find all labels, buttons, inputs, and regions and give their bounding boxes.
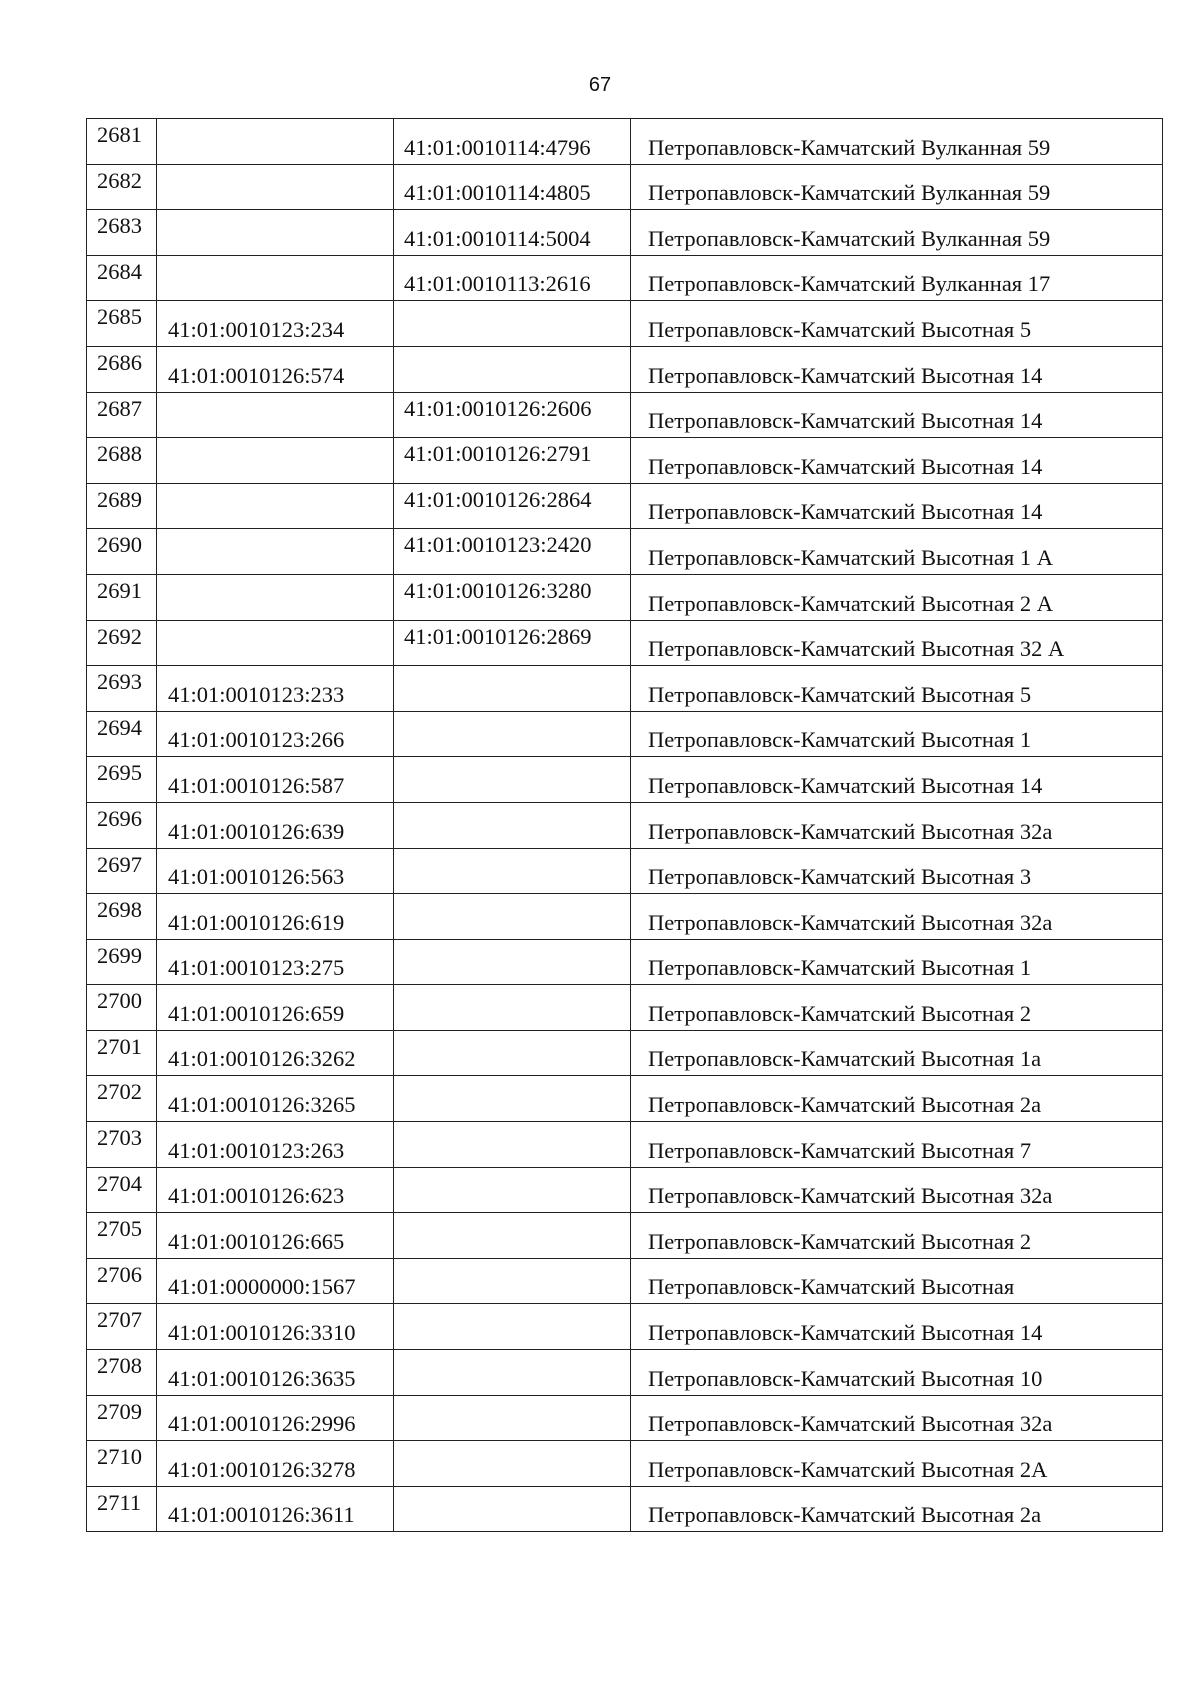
cadastral-number-b: 41:01:0010114:4805 <box>404 180 591 206</box>
table-row <box>87 1441 1163 1487</box>
cadastral-number-b-cell <box>394 119 631 165</box>
address-cell <box>631 1213 1163 1259</box>
address-text: Петропавловск-Камчатский Высотная 14 <box>648 408 1043 434</box>
row-number: 2697 <box>97 851 142 877</box>
address-text: Петропавловск-Камчатский Высотная 32а <box>648 909 1053 935</box>
cadastral-number-b-cell <box>394 164 631 210</box>
cadastral-number-b-cell <box>394 210 631 256</box>
cadastral-number-b-cell <box>394 666 631 712</box>
address-cell <box>631 301 1163 347</box>
table-row <box>87 802 1163 848</box>
row-number: 2691 <box>97 577 142 603</box>
cadastral-number-a: 41:01:0010126:639 <box>168 818 345 844</box>
cadastral-number-a-cell <box>157 574 394 620</box>
row-number-cell <box>87 802 157 848</box>
address-text: Петропавловск-Камчатский Высотная 14 <box>648 453 1043 479</box>
cadastral-number-a-cell <box>157 894 394 940</box>
address-text: Петропавловск-Камчатский Высотная 14 <box>648 772 1043 798</box>
row-number: 2710 <box>97 1444 142 1470</box>
address-cell <box>631 1441 1163 1487</box>
row-number-cell <box>87 529 157 575</box>
cadastral-number-a: 41:01:0000000:1567 <box>168 1274 356 1300</box>
cadastral-number-a-cell <box>157 802 394 848</box>
cadastral-number-a-cell <box>157 1076 394 1122</box>
cadastral-number-b-cell <box>394 1350 631 1396</box>
address-cell <box>631 164 1163 210</box>
cadastral-number-a-cell <box>157 119 394 165</box>
cadastral-number-a-cell <box>157 164 394 210</box>
cadastral-number-a-cell <box>157 1213 394 1259</box>
cadastral-number-b-cell <box>394 1076 631 1122</box>
cadastral-number-a: 41:01:0010126:619 <box>168 909 345 935</box>
address-text: Петропавловск-Камчатский Высотная 5 <box>648 316 1032 342</box>
cadastral-number-a: 41:01:0010126:659 <box>168 1000 345 1026</box>
address-text: Петропавловск-Камчатский Высотная 2А <box>648 1456 1048 1482</box>
row-number: 2705 <box>97 1216 142 1242</box>
cadastral-number-b: 41:01:0010126:2864 <box>404 486 592 512</box>
cadastral-number-a: 41:01:0010126:3635 <box>168 1365 356 1391</box>
row-number: 2708 <box>97 1353 142 1379</box>
row-number: 2694 <box>97 714 142 740</box>
table-row <box>87 438 1163 484</box>
address-text: Петропавловск-Камчатский Высотная 32а <box>648 1183 1053 1209</box>
cadastral-number-a: 41:01:0010123:266 <box>168 727 345 753</box>
cadastral-number-a-cell <box>157 1030 394 1076</box>
cadastral-number-b-cell <box>394 483 631 529</box>
address-cell <box>631 574 1163 620</box>
table-row <box>87 1122 1163 1168</box>
address-cell <box>631 1122 1163 1168</box>
table-row <box>87 1213 1163 1259</box>
address-cell <box>631 620 1163 666</box>
cadastral-number-b-cell <box>394 1167 631 1213</box>
cadastral-number-a: 41:01:0010126:587 <box>168 772 345 798</box>
address-cell <box>631 894 1163 940</box>
row-number: 2696 <box>97 805 142 831</box>
row-number: 2689 <box>97 486 142 512</box>
cadastral-number-a-cell <box>157 210 394 256</box>
address-text: Петропавловск-Камчатский Высотная 32 А <box>648 636 1065 662</box>
cadastral-number-a-cell <box>157 255 394 301</box>
row-number-cell <box>87 985 157 1031</box>
table-row <box>87 301 1163 347</box>
row-number-cell <box>87 848 157 894</box>
cadastral-number-a: 41:01:0010126:3265 <box>168 1092 356 1118</box>
row-number: 2707 <box>97 1307 142 1333</box>
table-row <box>87 1350 1163 1396</box>
address-text: Петропавловск-Камчатский Высотная 32а <box>648 1411 1053 1437</box>
row-number: 2687 <box>97 395 142 421</box>
cadastral-number-b-cell <box>394 574 631 620</box>
table-row <box>87 939 1163 985</box>
row-number-cell <box>87 301 157 347</box>
address-cell <box>631 1167 1163 1213</box>
cadastral-number-a: 41:01:0010126:3278 <box>168 1456 356 1482</box>
row-number-cell <box>87 1350 157 1396</box>
table-row <box>87 255 1163 301</box>
table-row <box>87 666 1163 712</box>
table-row <box>87 392 1163 438</box>
cadastral-number-b-cell <box>394 894 631 940</box>
cadastral-number-b-cell <box>394 1258 631 1304</box>
table-row <box>87 1076 1163 1122</box>
address-text: Петропавловск-Камчатский Высотная 14 <box>648 1320 1043 1346</box>
cadastral-number-a: 41:01:0010126:563 <box>168 864 345 890</box>
cadastral-number-a-cell <box>157 1258 394 1304</box>
row-number: 2704 <box>97 1170 142 1196</box>
table-row <box>87 1486 1163 1532</box>
cadastral-number-b-cell <box>394 1030 631 1076</box>
cadastral-number-b: 41:01:0010126:2869 <box>404 623 592 649</box>
cadastral-number-b-cell <box>394 711 631 757</box>
address-cell <box>631 1030 1163 1076</box>
cadastral-number-b-cell <box>394 1304 631 1350</box>
table-row <box>87 529 1163 575</box>
cadastral-number-a-cell <box>157 757 394 803</box>
registry-table-body <box>87 119 1163 1532</box>
row-number-cell <box>87 1030 157 1076</box>
row-number-cell <box>87 1122 157 1168</box>
cadastral-number-a-cell <box>157 529 394 575</box>
row-number: 2698 <box>97 897 142 923</box>
row-number: 2711 <box>97 1489 142 1515</box>
row-number-cell <box>87 757 157 803</box>
row-number: 2686 <box>97 349 142 375</box>
row-number-cell <box>87 939 157 985</box>
table-row <box>87 894 1163 940</box>
row-number-cell <box>87 438 157 484</box>
cadastral-number-b-cell <box>394 1395 631 1441</box>
cadastral-number-a: 41:01:0010126:3262 <box>168 1046 356 1072</box>
address-cell <box>631 1350 1163 1396</box>
cadastral-number-a: 41:01:0010126:665 <box>168 1228 345 1254</box>
cadastral-number-b-cell <box>394 939 631 985</box>
cadastral-number-b: 41:01:0010126:2606 <box>404 395 592 421</box>
cadastral-number-a: 41:01:0010126:623 <box>168 1183 345 1209</box>
row-number-cell <box>87 666 157 712</box>
cadastral-number-b-cell <box>394 255 631 301</box>
cadastral-number-a: 41:01:0010123:234 <box>168 316 345 342</box>
cadastral-number-b: 41:01:0010126:3280 <box>404 577 592 603</box>
row-number: 2688 <box>97 441 142 467</box>
cadastral-number-a: 41:01:0010123:275 <box>168 955 345 981</box>
address-text: Петропавловск-Камчатский Вулканная 59 <box>648 225 1051 251</box>
table-row <box>87 711 1163 757</box>
row-number: 2700 <box>97 988 142 1014</box>
table-row <box>87 1304 1163 1350</box>
cadastral-number-b-cell <box>394 301 631 347</box>
row-number: 2695 <box>97 760 142 786</box>
table-row <box>87 483 1163 529</box>
row-number: 2706 <box>97 1261 142 1287</box>
cadastral-number-b-cell <box>394 1122 631 1168</box>
cadastral-number-b: 41:01:0010114:4796 <box>404 134 591 160</box>
row-number: 2690 <box>97 532 142 558</box>
row-number-cell <box>87 1486 157 1532</box>
cadastral-number-b-cell <box>394 848 631 894</box>
cadastral-number-a: 41:01:0010126:3611 <box>168 1502 355 1528</box>
cadastral-number-a-cell <box>157 1441 394 1487</box>
cadastral-number-b: 41:01:0010114:5004 <box>404 225 591 251</box>
row-number-cell <box>87 711 157 757</box>
address-cell <box>631 985 1163 1031</box>
row-number-cell <box>87 1441 157 1487</box>
address-text: Петропавловск-Камчатский Вулканная 59 <box>648 134 1051 160</box>
row-number-cell <box>87 210 157 256</box>
cadastral-number-a-cell <box>157 711 394 757</box>
address-cell <box>631 1486 1163 1532</box>
address-text: Петропавловск-Камчатский Высотная 2а <box>648 1502 1042 1528</box>
row-number: 2701 <box>97 1033 142 1059</box>
cadastral-number-a: 41:01:0010126:2996 <box>168 1411 356 1437</box>
table-row <box>87 985 1163 1031</box>
address-cell <box>631 711 1163 757</box>
row-number-cell <box>87 1167 157 1213</box>
row-number-cell <box>87 164 157 210</box>
address-cell <box>631 1395 1163 1441</box>
cadastral-number-a-cell <box>157 1122 394 1168</box>
cadastral-number-a-cell <box>157 848 394 894</box>
row-number-cell <box>87 574 157 620</box>
cadastral-number-a-cell <box>157 438 394 484</box>
row-number-cell <box>87 1304 157 1350</box>
address-text: Петропавловск-Камчатский Высотная 10 <box>648 1365 1043 1391</box>
row-number-cell <box>87 346 157 392</box>
address-text: Петропавловск-Камчатский Высотная 2 <box>648 1228 1032 1254</box>
cadastral-number-b: 41:01:0010126:2791 <box>404 441 592 467</box>
address-cell <box>631 346 1163 392</box>
table-row <box>87 346 1163 392</box>
row-number: 2699 <box>97 942 142 968</box>
cadastral-number-a-cell <box>157 1167 394 1213</box>
table-row <box>87 119 1163 165</box>
cadastral-number-b: 41:01:0010113:2616 <box>404 271 591 297</box>
cadastral-number-a: 41:01:0010126:574 <box>168 362 345 388</box>
address-cell <box>631 1258 1163 1304</box>
address-cell <box>631 529 1163 575</box>
table-row <box>87 210 1163 256</box>
table-row <box>87 620 1163 666</box>
cadastral-number-b-cell <box>394 529 631 575</box>
address-text: Петропавловск-Камчатский Высотная 2а <box>648 1092 1042 1118</box>
table-row <box>87 164 1163 210</box>
address-cell <box>631 757 1163 803</box>
row-number: 2685 <box>97 304 142 330</box>
row-number: 2703 <box>97 1125 142 1151</box>
address-cell <box>631 483 1163 529</box>
cadastral-number-a-cell <box>157 1304 394 1350</box>
row-number: 2682 <box>97 167 142 193</box>
address-cell <box>631 392 1163 438</box>
address-text: Петропавловск-Камчатский Высотная 3 <box>648 864 1032 890</box>
address-text: Петропавловск-Камчатский Высотная 7 <box>648 1137 1032 1163</box>
address-text: Петропавловск-Камчатский Высотная 1 <box>648 727 1032 753</box>
cadastral-number-b-cell <box>394 802 631 848</box>
table-row <box>87 1030 1163 1076</box>
cadastral-number-a-cell <box>157 939 394 985</box>
registry-table <box>86 118 1163 1532</box>
row-number-cell <box>87 255 157 301</box>
table-row <box>87 848 1163 894</box>
cadastral-number-a-cell <box>157 1395 394 1441</box>
cadastral-number-b-cell <box>394 757 631 803</box>
row-number-cell <box>87 894 157 940</box>
cadastral-number-a-cell <box>157 666 394 712</box>
cadastral-number-a-cell <box>157 1350 394 1396</box>
cadastral-number-b-cell <box>394 1213 631 1259</box>
cadastral-number-a: 41:01:0010126:3310 <box>168 1320 356 1346</box>
row-number-cell <box>87 1395 157 1441</box>
row-number: 2692 <box>97 623 142 649</box>
row-number: 2693 <box>97 669 142 695</box>
address-cell <box>631 1304 1163 1350</box>
address-text: Петропавловск-Камчатский Высотная 1 А <box>648 544 1053 570</box>
cadastral-number-a-cell <box>157 301 394 347</box>
row-number-cell <box>87 1258 157 1304</box>
address-cell <box>631 119 1163 165</box>
row-number: 2683 <box>97 213 142 239</box>
table-row <box>87 574 1163 620</box>
address-cell <box>631 802 1163 848</box>
table-row <box>87 1395 1163 1441</box>
row-number-cell <box>87 119 157 165</box>
table-row <box>87 1167 1163 1213</box>
address-text: Петропавловск-Камчатский Высотная 14 <box>648 499 1043 525</box>
cadastral-number-a: 41:01:0010123:263 <box>168 1137 345 1163</box>
cadastral-number-b-cell <box>394 392 631 438</box>
address-text: Петропавловск-Камчатский Вулканная 17 <box>648 271 1051 297</box>
cadastral-number-b: 41:01:0010123:2420 <box>404 532 592 558</box>
cadastral-number-a-cell <box>157 1486 394 1532</box>
address-text: Петропавловск-Камчатский Высотная 1а <box>648 1046 1042 1072</box>
row-number-cell <box>87 1213 157 1259</box>
row-number: 2702 <box>97 1079 142 1105</box>
row-number: 2684 <box>97 258 142 284</box>
address-cell <box>631 848 1163 894</box>
cadastral-number-b-cell <box>394 1441 631 1487</box>
cadastral-number-b-cell <box>394 620 631 666</box>
row-number: 2709 <box>97 1398 142 1424</box>
cadastral-number-a-cell <box>157 392 394 438</box>
cadastral-number-b-cell <box>394 346 631 392</box>
page-number: 67 <box>588 74 612 96</box>
address-text: Петропавловск-Камчатский Высотная 2 А <box>648 590 1053 616</box>
table-row <box>87 1258 1163 1304</box>
cadastral-number-a: 41:01:0010123:233 <box>168 681 345 707</box>
row-number: 2681 <box>97 122 142 147</box>
address-text: Петропавловск-Камчатский Вулканная 59 <box>648 180 1051 206</box>
address-cell <box>631 438 1163 484</box>
cadastral-number-b-cell <box>394 1486 631 1532</box>
address-cell <box>631 255 1163 301</box>
cadastral-number-a-cell <box>157 620 394 666</box>
row-number-cell <box>87 392 157 438</box>
address-cell <box>631 939 1163 985</box>
address-text: Петропавловск-Камчатский Высотная 2 <box>648 1000 1032 1026</box>
cadastral-number-a-cell <box>157 346 394 392</box>
address-text: Петропавловск-Камчатский Высотная 5 <box>648 681 1032 707</box>
address-cell <box>631 210 1163 256</box>
address-text: Петропавловск-Камчатский Высотная 1 <box>648 955 1032 981</box>
address-text: Петропавловск-Камчатский Высотная 32а <box>648 818 1053 844</box>
address-cell <box>631 666 1163 712</box>
table-row <box>87 757 1163 803</box>
address-text: Петропавловск-Камчатский Высотная 14 <box>648 362 1043 388</box>
cadastral-number-a-cell <box>157 985 394 1031</box>
row-number-cell <box>87 620 157 666</box>
cadastral-number-b-cell <box>394 438 631 484</box>
cadastral-number-b-cell <box>394 985 631 1031</box>
cadastral-number-a-cell <box>157 483 394 529</box>
row-number-cell <box>87 483 157 529</box>
row-number-cell <box>87 1076 157 1122</box>
address-cell <box>631 1076 1163 1122</box>
address-text: Петропавловск-Камчатский Высотная <box>648 1274 1015 1300</box>
